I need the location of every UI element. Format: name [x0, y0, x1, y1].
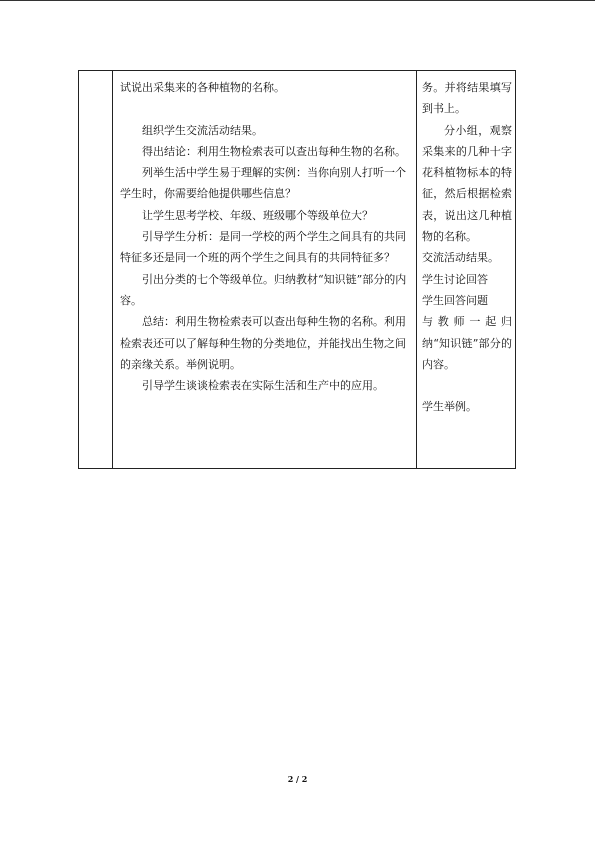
page-number: 2 / 2 — [287, 774, 308, 784]
column-divider-left — [112, 71, 113, 468]
teacher-text-line: 引导学生分析：是同一学校的两个学生之间具有的共同特征多还是同一个班的两个学生之间具有的共同特征多？ — [120, 230, 406, 265]
teacher-text-line: 引导学生谈谈检索表在实际生活和生产中的应用。 — [142, 379, 384, 393]
lesson-table — [78, 70, 516, 469]
teacher-text-line: 得出结论：利用生物检索表可以查出每种生物的名称。 — [142, 144, 406, 158]
teacher-text-line: 试说出采集来的各种植物的名称。 — [120, 81, 285, 94]
student-text-line: 务。并将结果填写到书上。 — [422, 81, 512, 116]
header-rule — [0, 0, 595, 1]
teacher-text-line: 总结：利用生物检索表可以查出每种生物的名称。利用检索表还可以了解每种生物的分类地位，并能找出生物之间的亲缘关系。举例说明。 — [120, 315, 406, 371]
teacher-activity-column — [120, 77, 412, 396]
student-text-line: 学生回答问题 — [422, 293, 488, 307]
column-divider-right — [416, 71, 417, 468]
student-text-line: 交流活动结果。 — [422, 251, 499, 265]
student-activity-column — [422, 77, 512, 418]
student-text-line: 分小组，观察采集来的几种十字花科植物标本的特征，然后根据检索表，说出这几种植物的名称。 — [422, 123, 512, 244]
teacher-text-line: 列举生活中学生易于理解的实例：当你向别人打听一个学生时，你需要给他提供哪些信息？ — [120, 166, 406, 201]
teacher-text-line: 引出分类的七个等级单位。归纳教材“知识链”部分的内容。 — [120, 272, 407, 307]
teacher-text-line: 组织学生交流活动结果。 — [142, 123, 263, 137]
teacher-text-line: 让学生思考学校、年级、班级哪个等级单位大？ — [142, 208, 373, 222]
student-text-line: 学生讨论回答 — [422, 272, 488, 286]
student-text-line: 学生举例。 — [422, 400, 477, 414]
student-text-line: 与教师一起归纳“知识链”部分的内容。 — [422, 315, 512, 371]
